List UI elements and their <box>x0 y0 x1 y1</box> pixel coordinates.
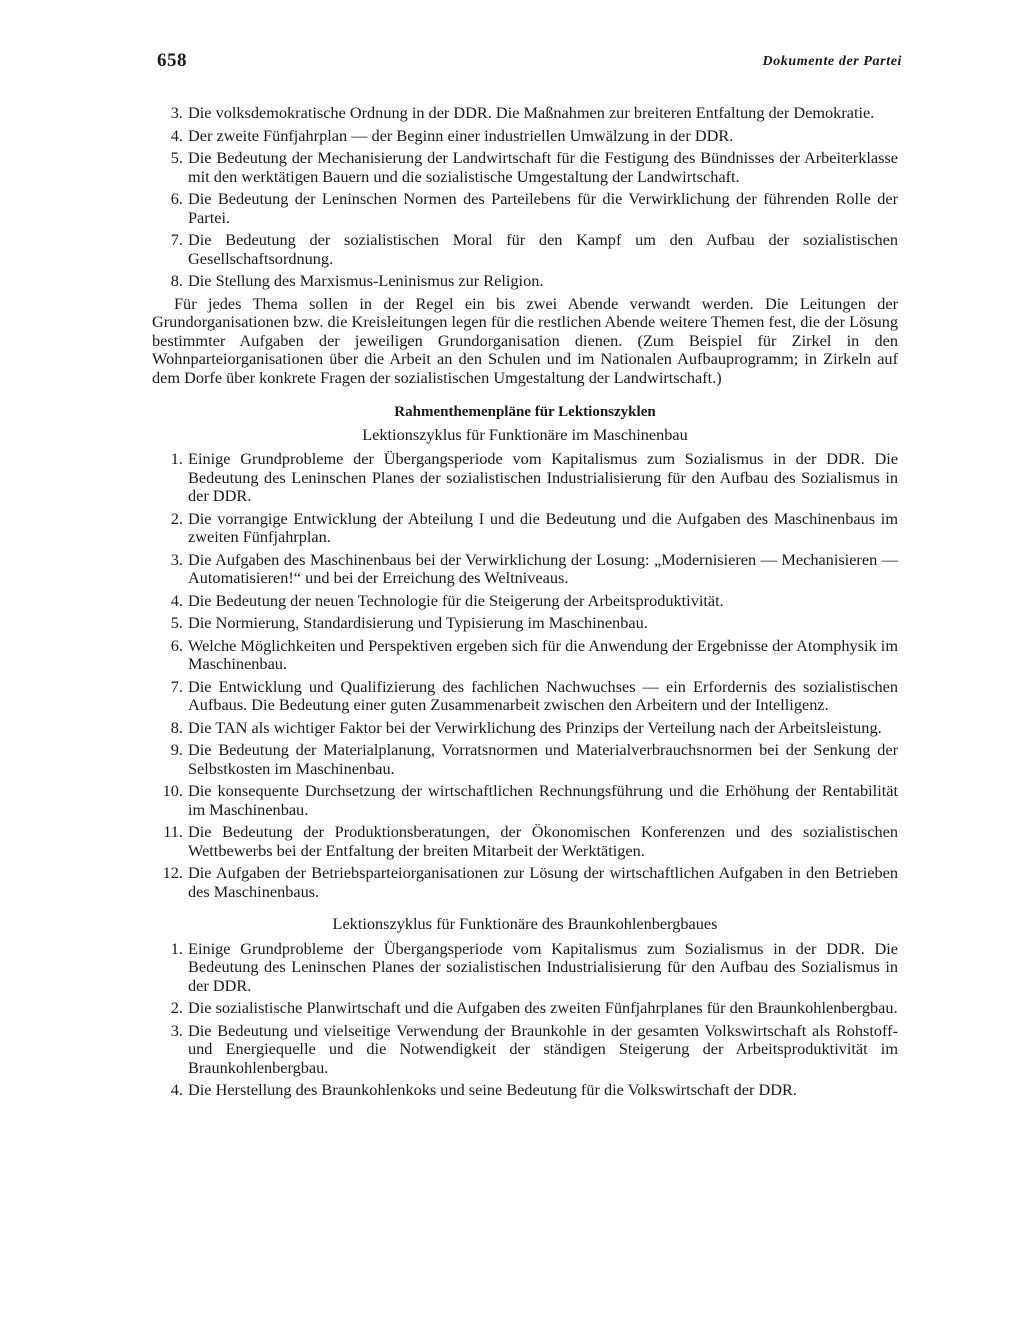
running-title: Dokumente der Partei <box>762 54 902 69</box>
item-text: Die Aufgaben des Maschinenbaus bei der Verwirklichung der Losung: „Modernisieren — Mechanisieren — Automatisieren!“ und bei der Erreichung des Weltniveaus. <box>188 549 898 587</box>
item-text: Die vorrangige Entwicklung der Abteilung I und die Bedeutung und die Aufgaben des Maschinenbaus im zweiten Fünfjahrplan. <box>188 508 898 546</box>
list-item <box>152 231 898 268</box>
item-text: Die Entwicklung und Qualifizierung des fachlichen Nachwuchses — ein Erfordernis des sozialistischen Aufbaus. Die Bedeutung einer guten Zusammenarbeit zwischen den Arbeitern und der Intelligenz. <box>188 676 898 714</box>
item-number: 1. <box>170 449 183 468</box>
list-item <box>152 864 898 901</box>
item-number: 9. <box>170 740 183 759</box>
list-item <box>152 272 898 291</box>
item-number: 6. <box>170 635 183 655</box>
list-item <box>152 614 898 633</box>
page-content <box>152 104 898 1104</box>
item-text: Die Bedeutung der Produktionsberatungen, der Ökonomischen Konferenzen und des sozialistischen Wettbewerbs bei der Entfaltung der breiten Mitarbeit der Werktätigen. <box>188 822 898 860</box>
item-text: Der zweite Fünfjahrplan — der Beginn einer industriellen Umwälzung in der DDR. <box>188 125 734 145</box>
item-text: Welche Möglichkeiten und Perspektiven ergeben sich für die Anwendung der Ergebnisse der Atomphysik im Maschinenbau. <box>188 635 898 673</box>
page-number: 658 <box>157 50 187 71</box>
cycle-title-maschinenbau: Lektionszyklus für Funktionäre im Maschinenbau <box>362 424 688 444</box>
list-item <box>152 1081 898 1100</box>
item-number: 3. <box>170 1020 183 1040</box>
item-text: Die sozialistische Planwirtschaft und die Aufgaben des zweiten Fünfjahrplanes für den Braunkohlenbergbau. <box>188 998 898 1017</box>
item-text: Die Bedeutung der Leninschen Normen des Parteilebens für die Verwirklichung der führenden Rolle der Partei. <box>188 189 898 227</box>
list-item <box>152 637 898 674</box>
list-item <box>152 741 898 778</box>
list-item <box>152 782 898 819</box>
item-text: Die Herstellung des Braunkohlenkoks und seine Bedeutung für die Volkswirtschaft der DDR. <box>188 1080 797 1099</box>
item-text: Einige Grundprobleme der Übergangsperiode vom Kapitalismus zum Sozialismus in der DDR. Die Bedeutung des Leninschen Planes der sozialistischen Industrialisierung für den Aufbau des Sozialismus in der DDR. <box>188 938 898 995</box>
list-item <box>152 999 898 1018</box>
item-number: 5. <box>170 613 183 632</box>
item-number: 12. <box>162 863 183 882</box>
list-item <box>152 678 898 715</box>
item-text: Die Bedeutung der neuen Technologie für die Steigerung der Arbeitsproduktivität. <box>188 590 724 610</box>
item-text: Die konsequente Durchsetzung der wirtschaftlichen Rechnungsführung und die Erhöhung der Rentabilität im Maschinenbau. <box>188 781 898 819</box>
page-header <box>157 50 902 80</box>
item-number: 8. <box>170 271 183 290</box>
list-item <box>152 127 898 146</box>
item-number: 11. <box>163 822 183 841</box>
item-number: 7. <box>170 676 183 696</box>
item-number: 8. <box>170 717 183 737</box>
body-paragraph: Für jedes Thema sollen in der Regel ein bis zwei Abende verwandt werden. Die Leitungen der Grundorganisationen bzw. die Kreisleitungen legen für die restlichen Abende weitere Themen fest, die der Lösung bestimmter Aufgaben der jeweiligen Grundorganisation dienen. (Zum Beispiel für Zirkel in den Wohnparteiorganisationen über die Arbeit an den Schulen und im Nationalen Aufbauprogramm; in Zirkeln auf dem Dorfe über konkrete Fragen der sozialistischen Umgestaltung der Landwirtschaft.) <box>152 293 898 387</box>
item-text: Die Normierung, Standardisierung und Typisierung im Maschinenbau. <box>188 613 648 632</box>
list-item <box>152 940 898 996</box>
list-item <box>152 592 898 611</box>
cycle-title-braunkohle: Lektionszyklus für Funktionäre des Braunkohlenbergbaues <box>332 914 718 933</box>
item-text: Die Stellung des Marxismus-Leninismus zur Religion. <box>188 271 544 290</box>
list-item <box>152 149 898 186</box>
list-item <box>152 1022 898 1078</box>
item-number: 3. <box>170 549 183 569</box>
list-item <box>152 104 898 123</box>
item-text: Die Bedeutung und vielseitige Verwendung der Braunkohle in der gesamten Volkswirtschaft als Rohstoff- und Energiequelle und die Notwendigkeit der ständigen Steigerung der Arbeitsproduktivität im Braunkohlenbergbau. <box>188 1020 898 1077</box>
item-number: 7. <box>170 230 183 249</box>
list-item <box>152 719 898 738</box>
list-item <box>152 190 898 227</box>
item-text: Die volksdemokratische Ordnung in der DDR. Die Maßnahmen zur breiteren Entfaltung der Demokratie. <box>188 103 875 122</box>
item-number: 4. <box>170 125 183 145</box>
item-number: 3. <box>170 103 183 122</box>
item-text: Die Bedeutung der sozialistischen Moral für den Kampf um den Aufbau der sozialistischen Gesellschaftsordnung. <box>188 230 898 268</box>
list-item <box>152 551 898 588</box>
list-item <box>152 510 898 547</box>
item-number: 6. <box>170 189 183 208</box>
item-text: Die Aufgaben der Betriebsparteiorganisationen zur Lösung der wirtschaftlichen Aufgaben in den Betrieben des Maschinenbaus. <box>188 863 898 901</box>
item-text: Einige Grundprobleme der Übergangsperiode vom Kapitalismus zum Sozialismus in der DDR. Die Bedeutung des Leninschen Planes der sozialistischen Industrialisierung für den Aufbau des Sozialismus in der DDR. <box>188 449 898 505</box>
cycle-list-braunkohle <box>152 940 898 1100</box>
item-number: 2. <box>170 508 183 528</box>
item-number: 4. <box>170 1080 183 1099</box>
item-number: 5. <box>170 148 183 167</box>
list-item <box>152 823 898 860</box>
item-text: Die Bedeutung der Materialplanung, Vorratsnormen und Materialverbrauchsnormen bei der Senkung der Selbstkosten im Maschinenbau. <box>188 740 898 778</box>
item-number: 1. <box>170 938 183 958</box>
item-text: Die TAN als wichtiger Faktor bei der Verwirklichung des Prinzips der Verteilung nach der Arbeitsleistung. <box>188 717 882 737</box>
item-number: 4. <box>170 590 183 610</box>
cycle-list-maschinenbau <box>152 450 898 901</box>
item-number: 2. <box>170 998 183 1017</box>
section-heading: Rahmenthemenpläne für Lektionszyklen <box>394 404 656 420</box>
list-item <box>152 450 898 506</box>
item-number: 10. <box>162 781 183 800</box>
topic-list <box>152 104 898 291</box>
item-text: Die Bedeutung der Mechanisierung der Landwirtschaft für die Festigung des Bündnisses der Arbeiterklasse mit den werktätigen Bauern und die sozialistische Umgestaltung der Landwirtschaft. <box>188 148 898 186</box>
